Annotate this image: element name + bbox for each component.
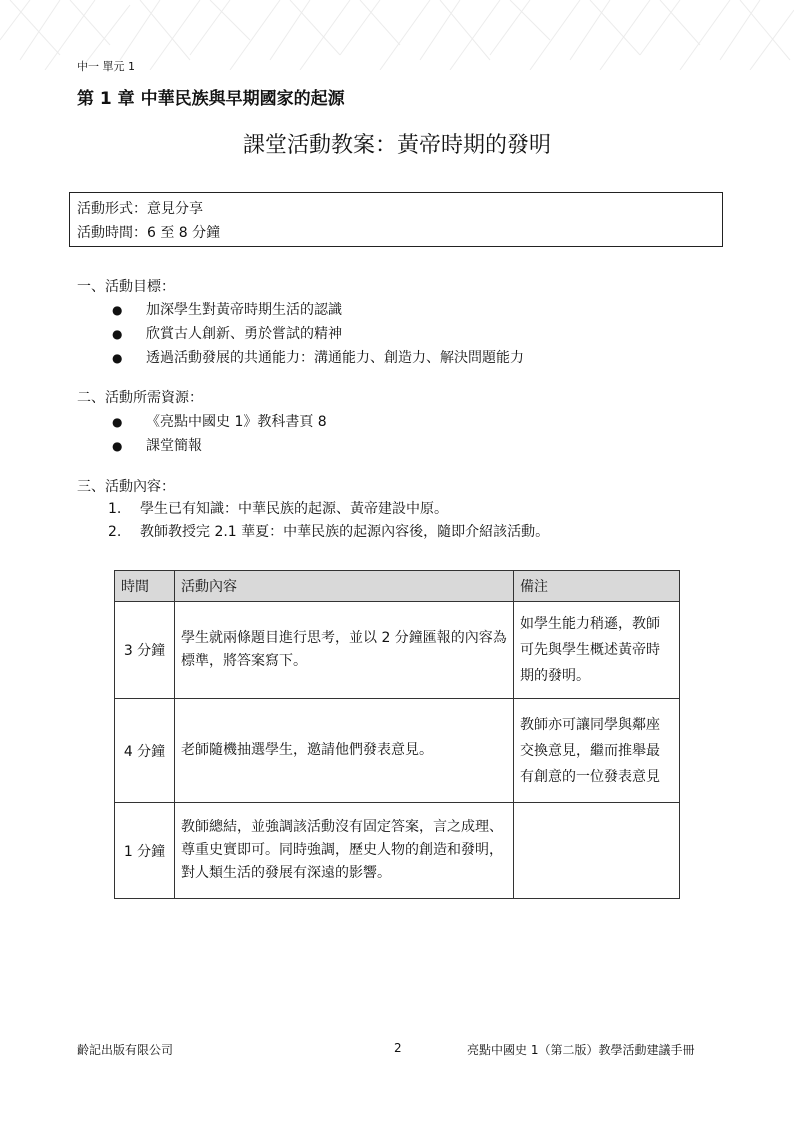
- header-note: 備注: [514, 571, 680, 602]
- row-content: 學生就兩條題目進行思考，並以 2 分鐘匯報的內容為標準，將答案寫下。: [175, 602, 514, 699]
- activity-table: [114, 570, 680, 899]
- row-content: 教師總結，並強調該活動沒有固定答案，言之成理、尊重史實即可。同時強調，歷史人物的創造和發明，對人類生活的發展有深遠的影響。: [175, 803, 514, 899]
- list-item: ● 加深學生對黃帝時期生活的認識: [112, 298, 524, 322]
- table-row: [115, 699, 680, 803]
- row-note: 教師亦可讓同學與鄰座交換意見，繼而推舉最有創意的一位發表意見: [514, 699, 680, 803]
- list-item: ● 透過活動發展的共通能力：溝通能力、創造力、解決問題能力: [112, 346, 524, 370]
- section-content-heading: 三、活動內容：: [77, 479, 175, 495]
- bullet-icon: ●: [112, 415, 123, 429]
- resources-list: [112, 410, 327, 458]
- row-time: 4 分鐘: [115, 699, 175, 803]
- objectives-list: [112, 298, 524, 370]
- row-time: 1 分鐘: [115, 803, 175, 899]
- row-note: 如學生能力稍遜，教師可先與學生概述黃帝時期的發明。: [514, 602, 680, 699]
- footer-book-title: 亮點中國史 1（第二版）教學活動建議手冊: [467, 1043, 695, 1057]
- bullet-icon: ●: [112, 439, 123, 453]
- activity-duration: 活動時間：6 至 8 分鐘: [77, 225, 221, 241]
- bullet-icon: ●: [112, 327, 123, 341]
- row-time: 3 分鐘: [115, 602, 175, 699]
- footer-publisher: 齡記出版有限公司: [77, 1043, 174, 1057]
- section-resources-heading: 二、活動所需資源：: [77, 390, 203, 406]
- bullet-icon: ●: [112, 303, 123, 317]
- row-note: [514, 803, 680, 899]
- table-header-row: [115, 571, 680, 602]
- unit-label: 中一 單元 1: [77, 60, 135, 73]
- header-time: 時間: [115, 571, 175, 602]
- activity-format: 活動形式：意見分享: [77, 201, 203, 217]
- list-item: 2. 教師教授完 2.1 華夏：中華民族的起源內容後，隨即介紹該活動。: [108, 524, 550, 540]
- page-title: 課堂活動教案：黃帝時期的發明: [242, 133, 551, 158]
- list-item: ● 課堂簡報: [112, 434, 327, 458]
- bullet-icon: ●: [112, 351, 123, 365]
- section-objectives-heading: 一、活動目標：: [77, 279, 175, 295]
- chapter-title: 第 1 章 中華民族與早期國家的起源: [77, 89, 345, 109]
- activity-info-box: [69, 192, 723, 247]
- list-item: ● 欣賞古人創新、勇於嘗試的精神: [112, 322, 524, 346]
- row-content: 老師隨機抽選學生，邀請他們發表意見。: [175, 699, 514, 803]
- footer-page-number: 2: [394, 1041, 402, 1055]
- list-item: ● 《亮點中國史 1》教科書頁 8: [112, 410, 327, 434]
- list-item: 1. 學生已有知識：中華民族的起源、黃帝建設中原。: [108, 501, 448, 517]
- content-steps: [108, 498, 549, 544]
- table-row: [115, 602, 680, 699]
- table-row: [115, 803, 680, 899]
- header-content: 活動內容: [175, 571, 514, 602]
